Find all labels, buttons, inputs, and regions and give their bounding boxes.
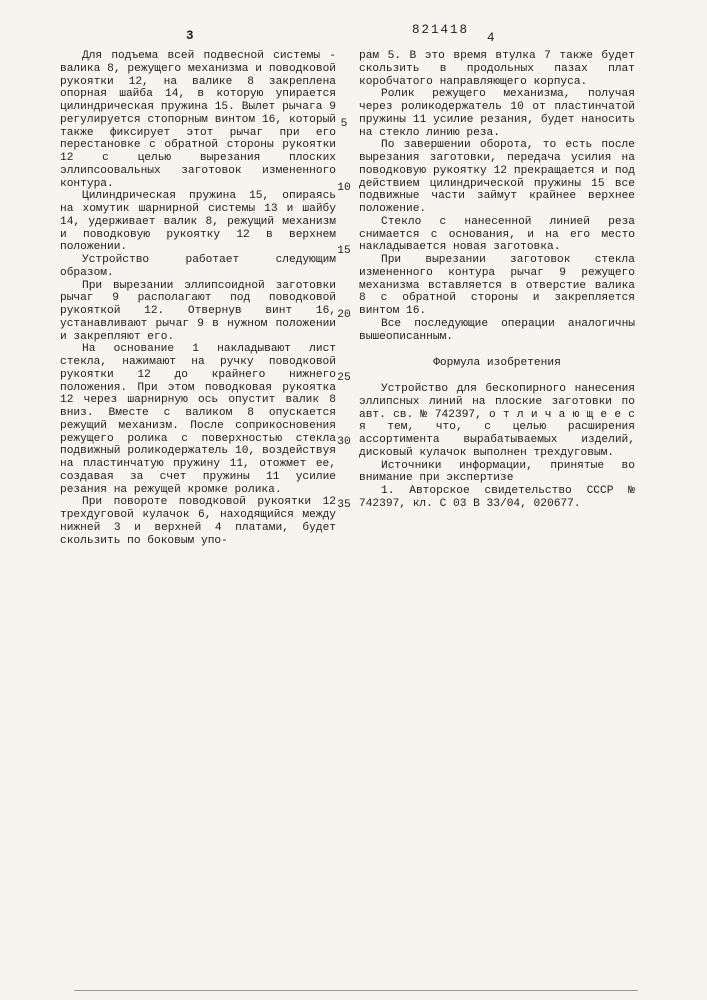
left-column (60, 50, 336, 547)
paragraph: Для подъема всей подвесной системы - валика 8, режущего механизма и поводковой рукоятки 12, на валике 8 закреплена опорная шайба 14, в которую упирается цилиндрическая пружина 15. Вылет рычага 9 регулируется стопорным винтом 16, который также фиксирует этот рычаг при его перестановке с обратной стороны рукоятки 12 с целью вырезания плоских эллипсоовальных заготовок измененного контура. (60, 50, 336, 190)
paragraph: При вырезании эллипсоидной заготовки рычаг 9 располагают под поводковой рукояткой 12. Отвернув винт 16, устанавливают рычаг 9 в нужном положении и закрепляют его. (60, 279, 336, 343)
page-number-left: 3 (186, 29, 194, 43)
gutter-line-number: 15 (337, 245, 351, 257)
paragraph: Устройство работает следующим образом. (60, 254, 336, 279)
patent-number: 821418 (412, 23, 470, 37)
gutter-line-number: 30 (337, 436, 351, 448)
right-column (359, 50, 635, 511)
gutter-line-number: 5 (340, 118, 348, 130)
paragraph: При повороте поводковой рукоятки 12 трехдуговой кулачок 6, находящийся между нижней 3 и верхней 4 платами, будет скользить по боковым упо- (60, 496, 336, 547)
gutter-line-number: 20 (337, 309, 351, 321)
paragraph: Стекло с нанесенной линией реза снимается с основания, и на его место накладывается новая заготовка. (359, 215, 635, 254)
paragraph: Ролик режущего механизма, получая через роликодержатель 10 от пластинчатой пружины 11 усилие резания, будет наносить на стекло линию реза. (359, 88, 635, 139)
paragraph: На основание 1 накладывают лист стекла, нажимают на ручку поводковой рукоятки 12 до крайнего нижнего положения. При этом поводковая рукоятка 12 через шарнирную ось опустит валик 8 вниз. Вместе с валиком 8 опускается режущий механизм. После соприкосновения режущего ролика с поверхностью стекла подвижный роликодержатель 10, воздействуя на пластинчатую пружину 11, отожмет ее, создавая за счет пружины 11 усилие резания на режущей кромке ролика. (60, 343, 336, 496)
formula-paragraph: Устройство для бескопирного нанесения эллипсных линий на плоские заготовки по авт. св. № 742397, о т л и ч а ю щ е е с я тем, что, с целью расширения ассортимента вырабатываемых изделий, дисковый кулачок выполнен трехдуговым. (359, 383, 635, 459)
gutter-line-number: 10 (337, 182, 351, 194)
bottom-rule (74, 990, 638, 991)
formula-heading: Формула изобретения (433, 357, 561, 370)
paragraph: При вырезании заготовок стекла измененного контура рычаг 9 режущего механизма вставляется в отверстие валика 8 с обратной стороны и закрепляется винтом 16. (359, 254, 635, 317)
page-number-right: 4 (487, 31, 495, 45)
paragraph: Все последующие операции аналогичны вышеописанным. (359, 317, 635, 343)
paragraph: Цилиндрическая пружина 15, опираясь на хомутик шарнирной системы 13 и шайбу 14, удерживает валик 8, режущий механизм и поводковую рукоятку 12 в верхнем положении. (60, 190, 336, 254)
gutter-line-number: 35 (337, 499, 351, 511)
sources-intro: Источники информации, принятые во внимание при экспертизе (359, 459, 635, 485)
paragraph: По завершении оборота, то есть после вырезания заготовки, передача усилия на поводковую рукоятку 12 прекращается и под действием цилиндрической пружины 15 все подвижные части займут крайнее верхнее положение. (359, 139, 635, 215)
gutter-line-number: 25 (337, 372, 351, 384)
paragraph: рам 5. В это время втулка 7 также будет скользить в продольных пазах плат коробчатого направляющего корпуса. (359, 50, 635, 88)
sources-item: 1. Авторское свидетельство СССР № 742397, кл. С 03 В 33/04, 020677. (359, 485, 635, 510)
